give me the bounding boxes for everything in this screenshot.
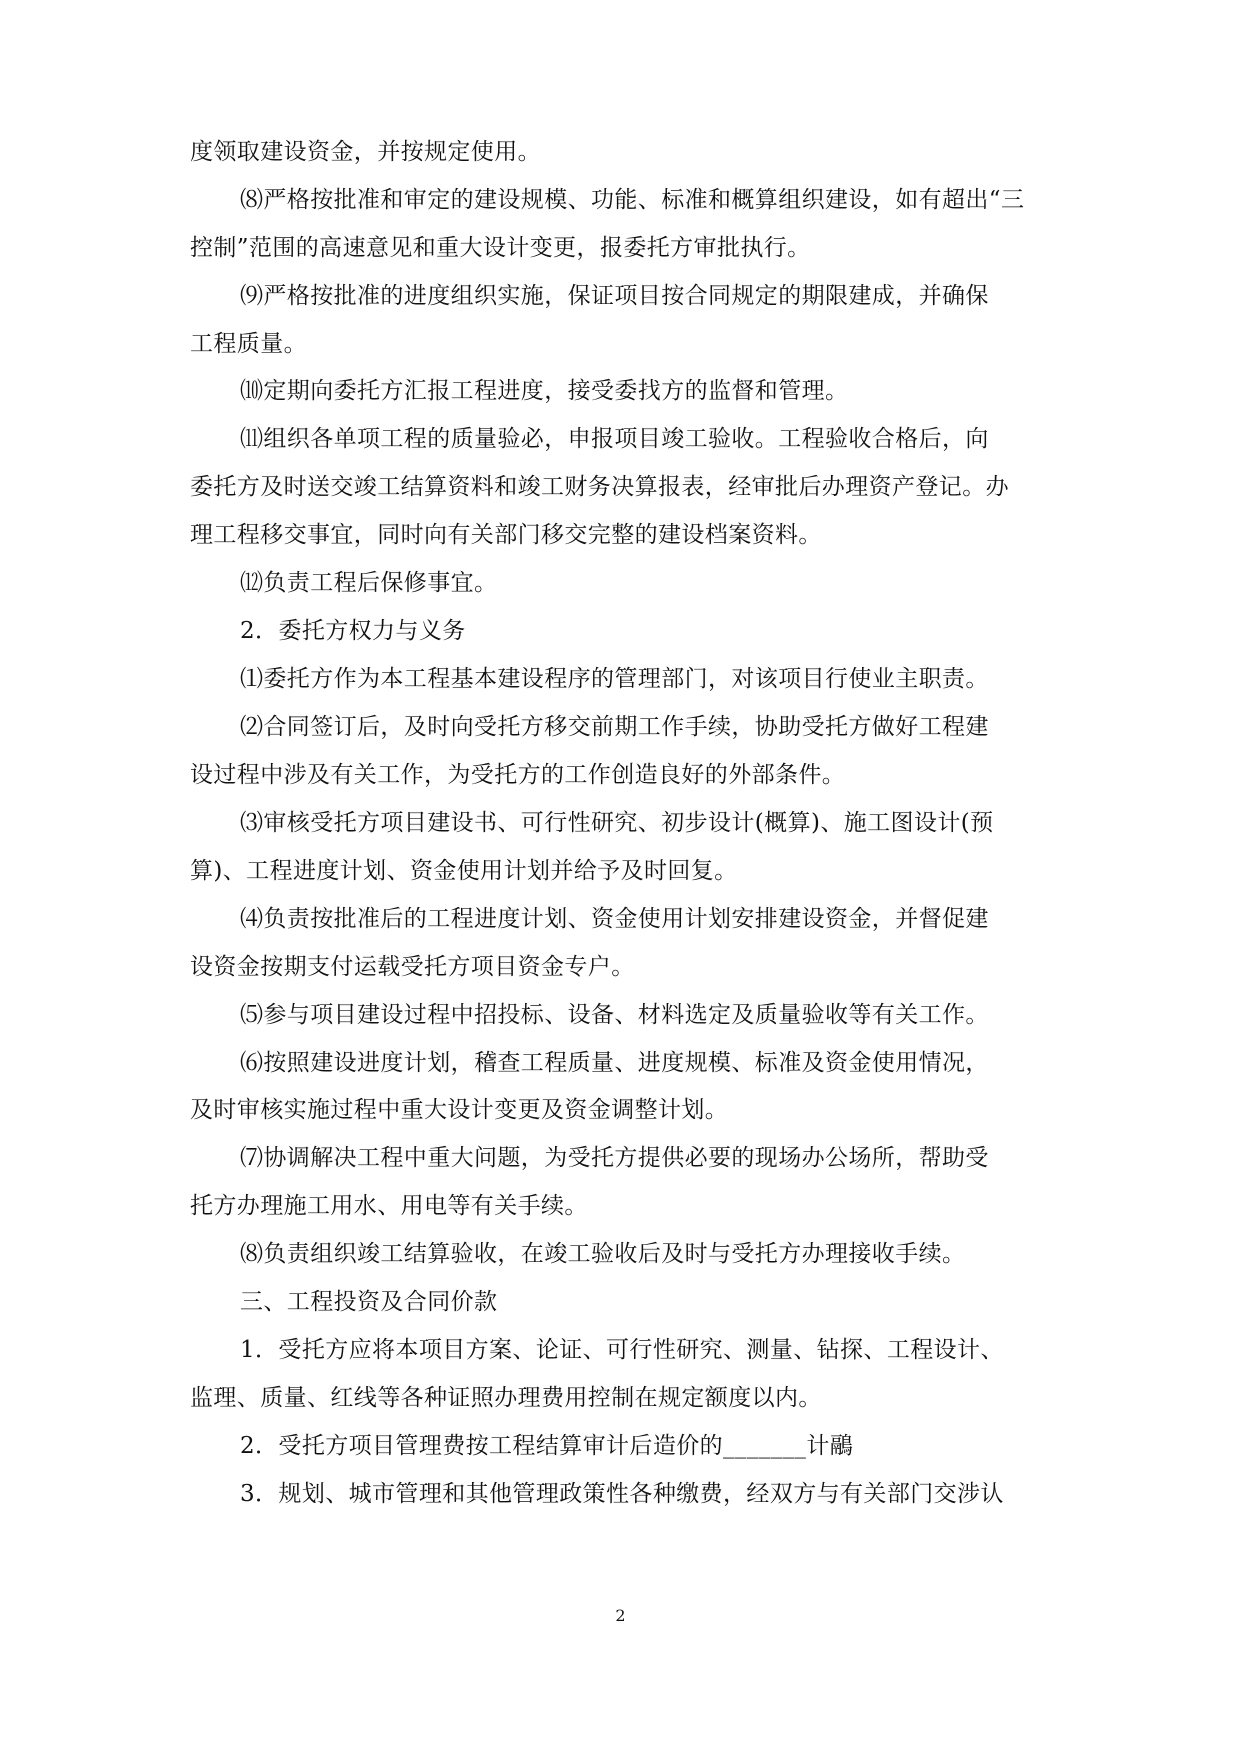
- text-line: 度领取建设资金，并按规定使用。: [190, 139, 541, 165]
- text-line: ⑸参与项目建设过程中招投标、设备、材料选定及质量验收等有关工作。: [240, 1002, 989, 1028]
- text-line: ⑷负责按批准后的工程进度计划、资金使用计划安排建设资金，并督促建: [240, 906, 989, 932]
- section-heading: 2．委托方权力与义务: [240, 618, 466, 644]
- text-line: 工程质量。: [190, 331, 307, 357]
- text-line: ⑶审核受托方项目建设书、可行性研究、初步设计(概算)、施工图设计(预: [240, 810, 994, 836]
- text-line: ⑴委托方作为本工程基本建设程序的管理部门，对该项目行使业主职责。: [240, 666, 989, 692]
- text-line: 设过程中涉及有关工作，为受托方的工作创造良好的外部条件。: [190, 762, 846, 788]
- text-line: ⑾组织各单项工程的质量验必，申报项目竣工验收。工程验收合格后，向: [240, 426, 989, 452]
- text-line: 2．受托方项目管理费按工程结算审计后造价的_______计鷊: [240, 1433, 854, 1459]
- text-line: 3．规划、城市管理和其他管理政策性各种缴费，经双方与有关部门交涉认: [240, 1481, 1004, 1507]
- text-line: 理工程移交事宜，同时向有关部门移交完整的建设档案资料。: [190, 522, 822, 548]
- text-line: ⑻严格按批准和审定的建设规模、功能、标准和概算组织建设，如有超出“三: [240, 187, 1025, 213]
- text-line: 1．受托方应将本项目方案、论证、可行性研究、测量、钻探、工程设计、: [240, 1337, 1004, 1363]
- text-line: ⑿负责工程后保修事宜。: [240, 570, 498, 596]
- section-heading: 三、工程投资及合同价款: [240, 1289, 498, 1315]
- text-line: ⑹按照建设进度计划，稽查工程质量、进度规模、标准及资金使用情况，: [240, 1050, 989, 1076]
- text-line: ⑼严格按批准的进度组织实施，保证项目按合同规定的期限建成，并确保: [240, 283, 989, 309]
- text-line: 监理、质量、红线等各种证照办理费用控制在规定额度以内。: [190, 1385, 822, 1411]
- text-line: ⑽定期向委托方汇报工程进度，接受委找方的监督和管理。: [240, 378, 849, 404]
- text-line: 算)、工程进度计划、资金使用计划并给予及时回复。: [190, 858, 738, 884]
- text-line: ⑵合同签订后，及时向受托方移交前期工作手续，协助受托方做好工程建: [240, 714, 989, 740]
- text-line: 设资金按期支付运载受托方项目资金专户。: [190, 954, 635, 980]
- text-line: 委托方及时送交竣工结算资料和竣工财务决算报表，经审批后办理资产登记。办: [190, 474, 1009, 500]
- page-number: 2: [615, 1606, 626, 1625]
- text-line: ⑻负责组织竣工结算验收，在竣工验收后及时与受托方办理接收手续。: [240, 1241, 966, 1267]
- text-line: ⑺协调解决工程中重大问题，为受托方提供必要的现场办公场所，帮助受: [240, 1145, 989, 1171]
- text-line: 托方办理施工用水、用电等有关手续。: [190, 1193, 588, 1219]
- text-line: 及时审核实施过程中重大设计变更及资金调整计划。: [190, 1097, 729, 1123]
- text-line: 控制”范围的高速意见和重大设计变更，报委托方审批执行。: [190, 235, 811, 261]
